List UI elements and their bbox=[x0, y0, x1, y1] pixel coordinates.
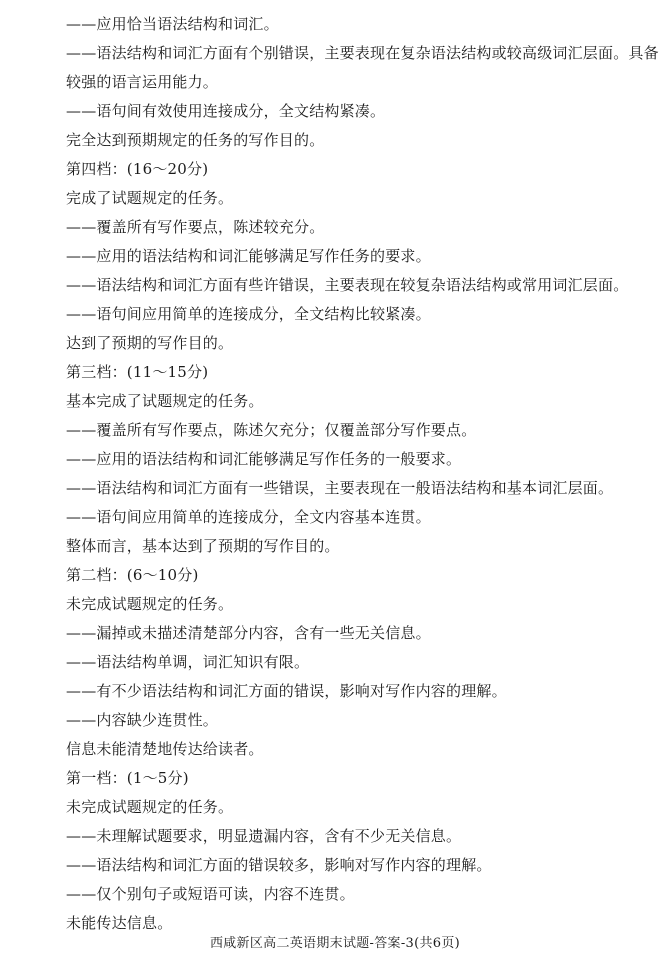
grade-heading: 第一档：(1～5分) bbox=[66, 769, 189, 787]
criteria-line: ——覆盖所有写作要点，陈述较充分。 bbox=[66, 218, 325, 236]
criteria-line: ——语法结构和词汇方面有个别错误，主要表现在复杂语法结构或较高级词汇层面。具备较强的语言运用能力。 bbox=[66, 44, 659, 91]
criteria-line: ——内容缺少连贯性。 bbox=[66, 711, 219, 729]
scoring-criteria-text bbox=[66, 10, 660, 938]
grade-heading: 第三档：(11～15分) bbox=[66, 363, 209, 381]
criteria-line: 整体而言，基本达到了预期的写作目的。 bbox=[66, 537, 340, 555]
criteria-line: 未完成试题规定的任务。 bbox=[66, 595, 234, 613]
criteria-line: 达到了预期的写作目的。 bbox=[66, 334, 234, 352]
grade-heading: 第四档：(16～20分) bbox=[66, 160, 209, 178]
criteria-line: ——应用的语法结构和词汇能够满足写作任务的一般要求。 bbox=[66, 450, 462, 468]
criteria-line: ——语法结构单调，词汇知识有限。 bbox=[66, 653, 310, 671]
criteria-line: ——语法结构和词汇方面有一些错误，主要表现在一般语法结构和基本词汇层面。 bbox=[66, 479, 614, 497]
page-footer: 西咸新区高二英语期末试题-答案-3(共6页) bbox=[209, 936, 461, 951]
criteria-line: ——语句间应用简单的连接成分，全文内容基本连贯。 bbox=[66, 508, 431, 526]
criteria-line: ——有不少语法结构和词汇方面的错误，影响对写作内容的理解。 bbox=[66, 682, 507, 700]
criteria-line: 信息未能清楚地传达给读者。 bbox=[66, 740, 264, 758]
criteria-line: ——漏掉或未描述清楚部分内容，含有一些无关信息。 bbox=[66, 624, 431, 642]
criteria-line: ——应用的语法结构和词汇能够满足写作任务的要求。 bbox=[66, 247, 431, 265]
criteria-line: 未能传达信息。 bbox=[66, 914, 173, 932]
criteria-line: ——语句间应用简单的连接成分，全文结构比较紧凑。 bbox=[66, 305, 431, 323]
criteria-line: 基本完成了试题规定的任务。 bbox=[66, 392, 264, 410]
criteria-line: 完全达到预期规定的任务的写作目的。 bbox=[66, 131, 325, 149]
criteria-line: ——语法结构和词汇方面有些许错误，主要表现在较复杂语法结构或常用词汇层面。 bbox=[66, 276, 629, 294]
criteria-line: ——语法结构和词汇方面的错误较多，影响对写作内容的理解。 bbox=[66, 856, 492, 874]
criteria-line: ——未理解试题要求，明显遗漏内容，含有不少无关信息。 bbox=[66, 827, 462, 845]
grade-heading: 第二档：(6～10分) bbox=[66, 566, 199, 584]
criteria-line: 完成了试题规定的任务。 bbox=[66, 189, 234, 207]
criteria-line: ——应用恰当语法结构和词汇。 bbox=[66, 15, 279, 33]
criteria-line: ——语句间有效使用连接成分，全文结构紧凑。 bbox=[66, 102, 386, 120]
criteria-line: ——仅个别句子或短语可读，内容不连贯。 bbox=[66, 885, 355, 903]
criteria-line: ——覆盖所有写作要点，陈述欠充分；仅覆盖部分写作要点。 bbox=[66, 421, 477, 439]
criteria-line: 未完成试题规定的任务。 bbox=[66, 798, 234, 816]
